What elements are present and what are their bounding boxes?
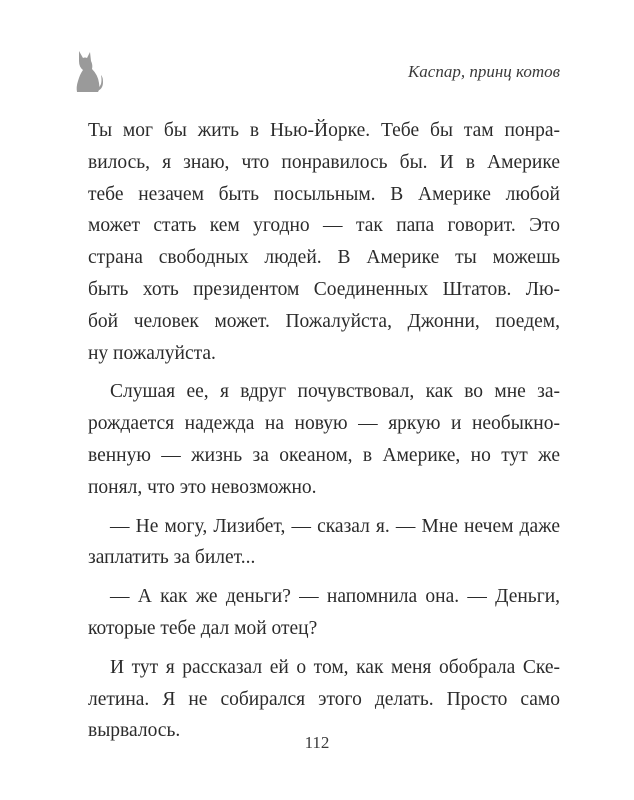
- text-line: венную — жизнь за океаном, в Америке, но тут же: [88, 444, 560, 466]
- text-line: — Не могу, Лизибет, — сказал я. — Мне нечем даже: [110, 515, 560, 537]
- text-line: которые тебе дал мой отец?: [88, 617, 318, 639]
- text-line: рождается надежда на новую — яркую и необыкно-: [88, 413, 560, 435]
- text-line: понял, что это невозможно.: [88, 476, 317, 498]
- text-line: страна свободных людей. В Америке ты можешь: [88, 247, 560, 269]
- page-body: [88, 115, 560, 747]
- text-line: заплатить за билет...: [88, 547, 256, 569]
- paragraph: [88, 115, 560, 369]
- text-line: вилось, я знаю, что понравилось бы. И в Америке: [88, 151, 560, 173]
- paragraph: [88, 581, 560, 645]
- text-line: может стать кем угодно — так папа говорит. Это: [88, 215, 560, 237]
- page-number: 112: [304, 733, 330, 752]
- text-line: летина. Я не собирался этого делать. Просто само: [88, 688, 560, 710]
- text-line: бой человек может. Пожалуйста, Джонни, поедем,: [88, 310, 560, 332]
- text-line: тебе незачем быть посыльным. В Америке любой: [88, 183, 560, 205]
- cat-icon: [74, 49, 104, 93]
- text-line: Ты мог бы жить в Нью-Йорке. Тебе бы там понра-: [88, 120, 560, 141]
- paragraph: [88, 511, 560, 575]
- text-line: вырвалось.: [88, 720, 181, 742]
- text-line: Слушая ее, я вдруг почувствовал, как во мне за-: [110, 381, 560, 403]
- text-line: быть хоть президентом Соединенных Штатов. Лю-: [88, 278, 560, 300]
- text-line: И тут я рассказал ей о том, как меня обобрала Ске-: [110, 656, 560, 678]
- running-title: Каспар, принц котов: [408, 62, 560, 81]
- text-line: — А как же деньги? — напомнила она. — Деньги,: [110, 586, 560, 608]
- paragraph: [88, 376, 560, 503]
- text-line: ну пожалуйста.: [88, 342, 216, 364]
